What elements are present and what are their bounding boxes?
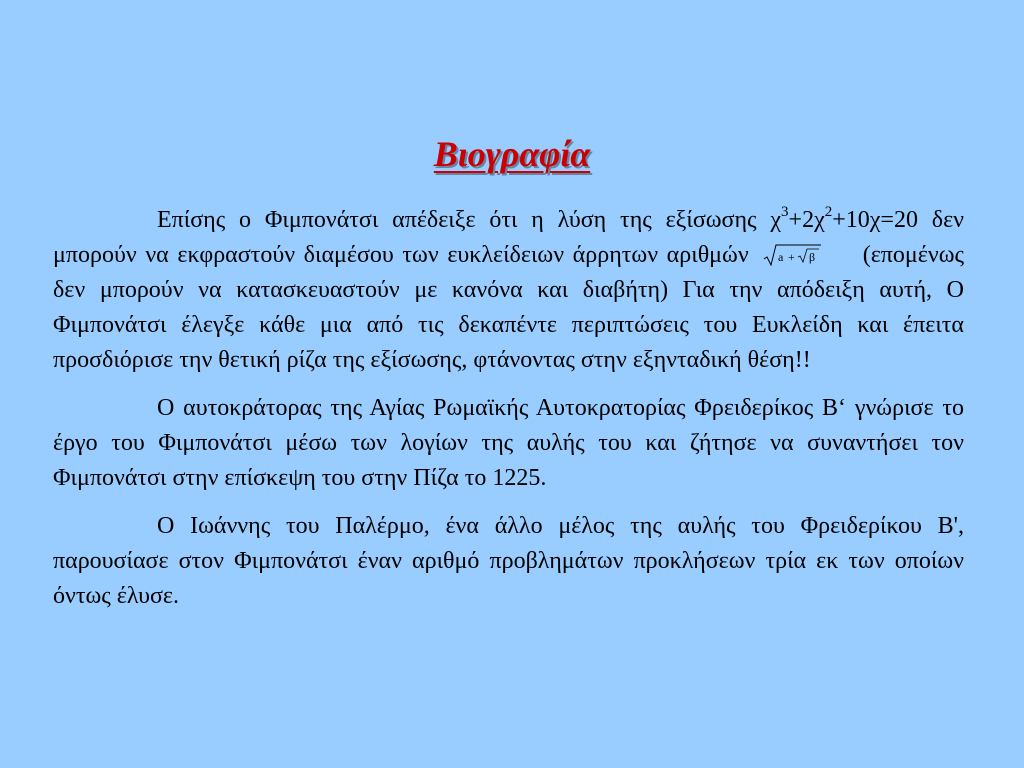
exponent-2: 2	[824, 204, 833, 220]
slide-body	[53, 203, 964, 627]
paragraph-frederick: Ο αυτοκράτορας της Αγίας Ρωμαϊκής Αυτοκρατορίας Φρειδερίκος Β‘ γνώρισε το έργο του Φιμπονάτσι μέσω των λογίων της αυλής του και ζήτησε να συναντήσει τον Φιμπονάτσι στην επίσκεψη του στην Πίζα το 1225.	[53, 395, 964, 491]
nested-radical-formula-graphic	[763, 242, 823, 268]
paragraph-palermo: Ο Ιωάννης του Παλέρμο, ένα άλλο μέλος της αυλής του Φρειδερίκου Β', παρουσίασε στον Φιμπονάτσι έναν αριθμό προβλημάτων προκλήσεων τρία εκ των οποίων όντως έλυσε.	[53, 513, 964, 609]
paragraph-text-part-4: (επομένως δεν μπορούν να κατασκευαστούν με κανόνα και διαβήτη) Για την απόδειξη αυτή, Ο Φιμπονάτσι έλεγξε κάθε μια από τις δεκαπέντε περιπτώσεις του Ευκλείδη και έπειτα προσδιόρισε την θετική ρίζα της εξίσωσης, φτάνοντας στην εξηνταδική θέση!!	[53, 242, 964, 373]
paragraph-text-part-1: Επίσης ο Φιμπονάτσι απέδειξε ότι η λύση της εξίσωσης χ	[157, 207, 782, 233]
slide-title: Βιογραφία	[433, 134, 591, 174]
formula-term-a: a	[777, 250, 784, 264]
nested-radical-formula	[763, 242, 823, 268]
paragraph-text-part-2: +2χ	[788, 207, 825, 233]
formula-plus: +	[787, 250, 795, 264]
exponent-3: 3	[781, 204, 789, 220]
paragraph-text-part-3: +10χ=20 δεν μπορούν να εκφραστούν διαμέσου των ευκλείδειων άρρητων αριθμών	[53, 207, 965, 268]
formula-term-b: β	[808, 250, 815, 264]
paragraph-equation-proof	[53, 203, 964, 378]
